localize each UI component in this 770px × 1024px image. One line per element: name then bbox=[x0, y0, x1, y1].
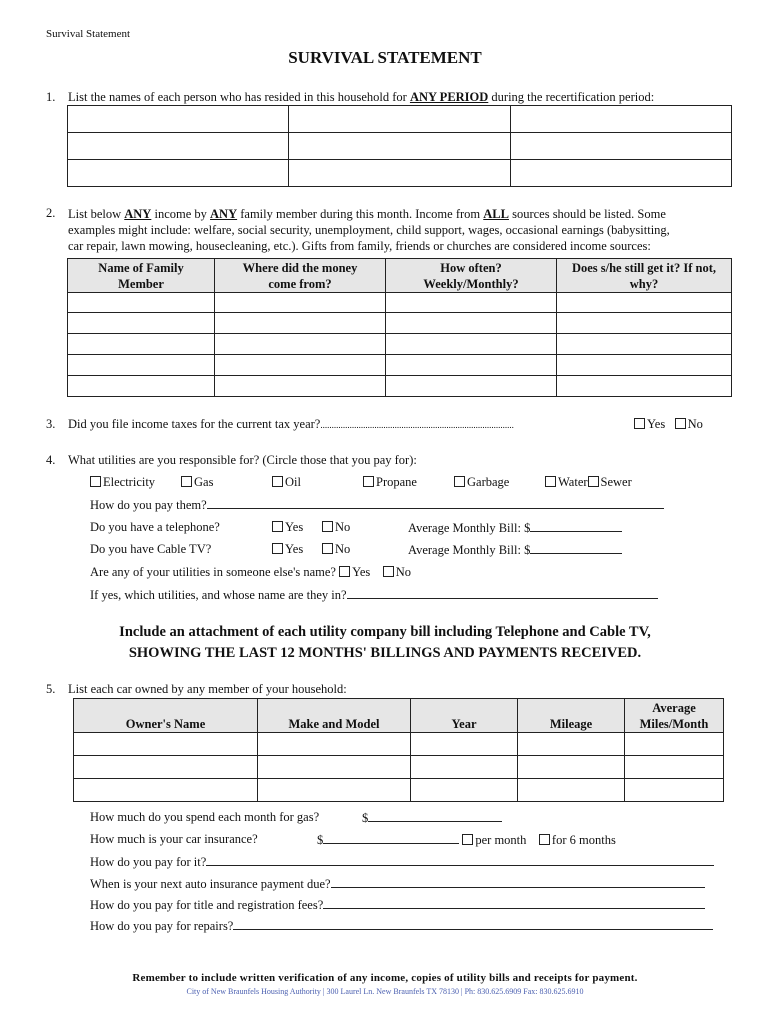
q3-number: 3. bbox=[46, 417, 56, 431]
col-header: Name of Family Member bbox=[68, 259, 215, 293]
how-pay-insurance-field[interactable] bbox=[206, 854, 714, 866]
car-cell[interactable] bbox=[74, 779, 258, 802]
how-pay-insurance: How do you pay for it? bbox=[90, 854, 714, 870]
someone-else-yes[interactable] bbox=[339, 566, 350, 577]
col-header: Does s/he still get it? If not, why? bbox=[557, 259, 732, 293]
car-cell[interactable] bbox=[258, 779, 411, 802]
col-header: Mileage bbox=[518, 699, 625, 733]
telephone-question: Do you have a telephone? bbox=[90, 520, 220, 534]
insurance-question: How much is your car insurance? bbox=[90, 832, 258, 846]
repairs: How do you pay for repairs? bbox=[90, 918, 713, 934]
car-cell[interactable] bbox=[625, 779, 724, 802]
income-cell[interactable] bbox=[215, 293, 386, 313]
telephone-bill-field[interactable] bbox=[530, 520, 622, 532]
income-cell[interactable] bbox=[215, 355, 386, 376]
income-cell[interactable] bbox=[386, 355, 557, 376]
checkbox[interactable] bbox=[545, 476, 556, 487]
car-cell[interactable] bbox=[411, 733, 518, 756]
name-cell[interactable] bbox=[510, 160, 731, 187]
if-yes-field[interactable] bbox=[347, 587, 658, 599]
car-cell[interactable] bbox=[258, 733, 411, 756]
income-cell[interactable] bbox=[557, 355, 732, 376]
income-cell[interactable] bbox=[215, 313, 386, 334]
q2-income-table bbox=[67, 258, 732, 397]
utility-water[interactable]: Water Sewer bbox=[545, 475, 632, 490]
utility-oil[interactable]: Oil bbox=[272, 475, 301, 490]
checkbox[interactable] bbox=[588, 476, 599, 487]
car-cell[interactable] bbox=[625, 756, 724, 779]
footer-address: City of New Braunfels Housing Authority | 300 Laurel Ln. New Braunfels TX 78130 | Ph: 830.625.6909 Fax: 830.625.6910 bbox=[186, 987, 584, 996]
title-fees-field[interactable] bbox=[323, 897, 705, 909]
income-cell[interactable] bbox=[386, 334, 557, 355]
income-cell[interactable] bbox=[386, 313, 557, 334]
six-months-checkbox[interactable] bbox=[539, 834, 550, 845]
income-cell[interactable] bbox=[557, 376, 732, 397]
name-cell[interactable] bbox=[289, 106, 510, 133]
checkbox[interactable] bbox=[454, 476, 465, 487]
gas-field[interactable] bbox=[368, 810, 502, 822]
someone-else-no[interactable] bbox=[383, 566, 394, 577]
q4-text: What utilities are you responsible for? (Circle those that you pay for): bbox=[68, 453, 417, 467]
car-cell[interactable] bbox=[258, 756, 411, 779]
income-cell[interactable] bbox=[68, 313, 215, 334]
income-cell[interactable] bbox=[557, 313, 732, 334]
q1-names-table bbox=[67, 105, 732, 187]
q2-text: List below ANY income by ANY family member during this month. Income from ALL sources should be listed. Some examples might include: welfare, social security, unemployment, child support, wages, occasional earnings (babysitting, car repair, lawn mowing, housecleaning, etc.). Gifts from family, friends or churches are considered income sources: bbox=[68, 207, 670, 253]
col-header: Year bbox=[411, 699, 518, 733]
q1-number: 1. bbox=[46, 90, 56, 104]
name-cell[interactable] bbox=[289, 160, 510, 187]
per-month-checkbox[interactable] bbox=[462, 834, 473, 845]
checkbox[interactable] bbox=[272, 476, 283, 487]
car-cell[interactable] bbox=[625, 733, 724, 756]
cable-no[interactable]: No bbox=[322, 542, 350, 557]
income-cell[interactable] bbox=[215, 334, 386, 355]
q3-options: Yes No bbox=[634, 417, 703, 432]
income-cell[interactable] bbox=[557, 293, 732, 313]
someone-else-question: Are any of your utilities in someone else's name? Yes No bbox=[90, 565, 412, 579]
insurance-field[interactable] bbox=[323, 832, 459, 844]
name-cell[interactable] bbox=[510, 106, 731, 133]
income-cell[interactable] bbox=[386, 376, 557, 397]
checkbox[interactable] bbox=[181, 476, 192, 487]
q1-text: List the names of each person who has resided in this household for ANY PERIOD during the recertification period: bbox=[68, 90, 655, 104]
q3-text: Did you file income taxes for the current tax year?...................................................................................... bbox=[68, 417, 514, 431]
header-label: Survival Statement bbox=[46, 28, 131, 40]
car-cell[interactable] bbox=[74, 756, 258, 779]
checkbox[interactable] bbox=[90, 476, 101, 487]
income-cell[interactable] bbox=[215, 376, 386, 397]
col-header: Owner's Name bbox=[74, 699, 258, 733]
repairs-field[interactable] bbox=[233, 918, 713, 930]
cable-bill-field[interactable] bbox=[530, 542, 622, 554]
name-cell[interactable] bbox=[68, 133, 289, 160]
checkbox[interactable] bbox=[363, 476, 374, 487]
car-cell[interactable] bbox=[411, 756, 518, 779]
utility-gas[interactable]: Gas bbox=[181, 475, 213, 490]
col-header: Average Miles/Month bbox=[625, 699, 724, 733]
income-cell[interactable] bbox=[68, 334, 215, 355]
q2-number: 2. bbox=[46, 206, 56, 220]
next-payment: When is your next auto insurance payment due? bbox=[90, 876, 705, 892]
cable-yes[interactable]: Yes bbox=[272, 542, 303, 557]
yes-checkbox[interactable] bbox=[634, 418, 645, 429]
insurance-amount: $ per month for 6 months bbox=[317, 833, 616, 847]
car-cell[interactable] bbox=[518, 779, 625, 802]
name-cell[interactable] bbox=[510, 133, 731, 160]
cable-question: Do you have Cable TV? bbox=[90, 542, 212, 556]
gas-question: How much do you spend each month for gas? bbox=[90, 810, 320, 824]
utility-electricity[interactable]: Electricity bbox=[90, 475, 155, 490]
q5-text: List each car owned by any member of your household: bbox=[68, 682, 347, 696]
no-checkbox[interactable] bbox=[675, 418, 686, 429]
utility-propane[interactable]: Propane bbox=[363, 475, 417, 490]
name-cell[interactable] bbox=[68, 160, 289, 187]
title-fees: How do you pay for title and registration fees? bbox=[90, 897, 705, 913]
q4-number: 4. bbox=[46, 453, 56, 467]
income-cell[interactable] bbox=[68, 376, 215, 397]
cable-bill: Average Monthly Bill: $ bbox=[408, 542, 622, 558]
name-cell[interactable] bbox=[68, 106, 289, 133]
telephone-no[interactable]: No bbox=[322, 520, 350, 535]
page-title: SURVIVAL STATEMENT bbox=[288, 48, 482, 67]
income-cell[interactable] bbox=[68, 355, 215, 376]
col-header: Where did the money come from? bbox=[215, 259, 386, 293]
income-cell[interactable] bbox=[386, 293, 557, 313]
car-cell[interactable] bbox=[74, 733, 258, 756]
telephone-yes[interactable]: Yes bbox=[272, 520, 303, 535]
if-yes-question: If yes, which utilities, and whose name are they in? bbox=[90, 587, 658, 603]
col-header: Make and Model bbox=[258, 699, 411, 733]
next-payment-field[interactable] bbox=[331, 876, 705, 888]
telephone-bill: Average Monthly Bill: $ bbox=[408, 520, 622, 536]
how-pay-utilities: How do you pay them? bbox=[90, 497, 664, 513]
q5-number: 5. bbox=[46, 682, 56, 696]
col-header: How often? Weekly/Monthly? bbox=[386, 259, 557, 293]
name-cell[interactable] bbox=[289, 133, 510, 160]
car-cell[interactable] bbox=[411, 779, 518, 802]
q5-car-table bbox=[73, 698, 724, 802]
income-cell[interactable] bbox=[557, 334, 732, 355]
how-pay-field[interactable] bbox=[207, 497, 664, 509]
attachment-note: Include an attachment of each utility company bill including Telephone and Cable TV, SHOWING THE LAST 12 MONTHS' BILLINGS AND PAYMENTS RECEIVED. bbox=[119, 624, 651, 661]
income-cell[interactable] bbox=[68, 293, 215, 313]
car-cell[interactable] bbox=[518, 756, 625, 779]
footer-reminder: Remember to include written verification of any income, copies of utility bills and receipts for payment. bbox=[132, 972, 638, 984]
gas-amount: $ bbox=[362, 810, 502, 826]
utility-garbage[interactable]: Garbage bbox=[454, 475, 509, 490]
car-cell[interactable] bbox=[518, 733, 625, 756]
